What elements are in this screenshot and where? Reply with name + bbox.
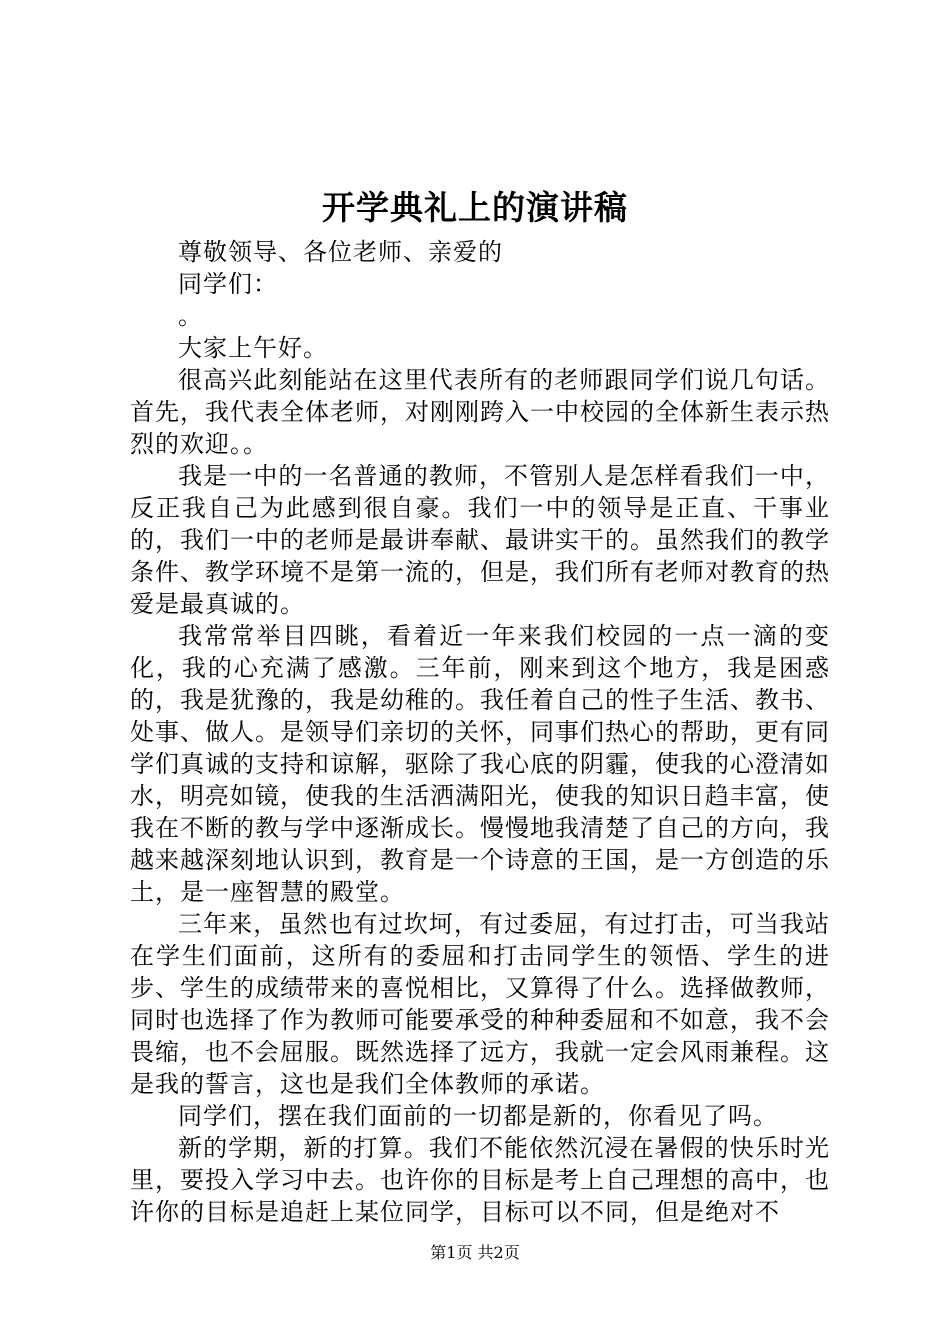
page-footer: 第1页 共2页 <box>430 1243 520 1262</box>
document-body <box>130 236 830 1228</box>
document-title: 开学典礼上的演讲稿 <box>322 188 628 227</box>
paragraph-salutation-2: 同学们： <box>178 270 278 298</box>
paragraph-pride: 我是一中的一名普通的教师，不管别人是怎样看我们一中，反正我自己为此感到很自豪。我们一中的领导是正直、干事业的，我们一中的老师是最讲奉献、最讲实干的。虽然我们的教学条件、教学环境不是第一流的，但是，我们所有老师对教育的热爱是最真诚的。 <box>130 462 830 618</box>
paragraph-welcome: 很高兴此刻能站在这里代表所有的老师跟同学们说几句话。首先，我代表全体老师，对刚刚跨入一中校园的全体新生表示热烈的欢迎。。 <box>130 366 830 458</box>
paragraph-greeting: 大家上午好。 <box>178 334 328 362</box>
paragraph-salutation-1: 尊敬领导、各位老师、亲爱的 <box>178 238 503 266</box>
paragraph-new: 同学们，摆在我们面前的一切都是新的，你看见了吗。 <box>178 1102 778 1130</box>
paragraph-commitment: 三年来，虽然也有过坎坷，有过委屈，有过打击，可当我站在学生们面前，这所有的委屈和打击同学生的领悟、学生的进步、学生的成绩带来的喜悦相比，又算得了什么。选择做教师，同时也选择了作为教师可能要承受的种种委屈和不如意，我不会畏缩，也不会屈服。既然选择了远方，我就一定会风雨兼程。这是我的誓言，这也是我们全体教师的承诺。 <box>130 910 830 1098</box>
paragraph-period: 。 <box>178 302 203 330</box>
paragraph-growth: 我常常举目四眺，看着近一年来我们校园的一点一滴的变化，我的心充满了感激。三年前，刚来到这个地方，我是困惑的，我是犹豫的，我是幼稚的。我任着自己的性子生活、教书、处事、做人。是领导们亲切的关怀，同事们热心的帮助，更有同学们真诚的支持和谅解，驱除了我心底的阴霾，使我的心澄清如水，明亮如镜，使我的生活洒满阳光，使我的知识日趋丰富，使我在不断的教与学中逐渐成长。慢慢地我清楚了自己的方向，我越来越深刻地认识到，教育是一个诗意的王国，是一方创造的乐土，是一座智慧的殿堂。 <box>130 622 830 906</box>
paragraph-new-semester: 新的学期，新的打算。我们不能依然沉浸在暑假的快乐时光里，要投入学习中去。也许你的目标是考上自己理想的高中，也许你的目标是追赶上某位同学，目标可以不同，但是绝对不 <box>130 1134 830 1226</box>
